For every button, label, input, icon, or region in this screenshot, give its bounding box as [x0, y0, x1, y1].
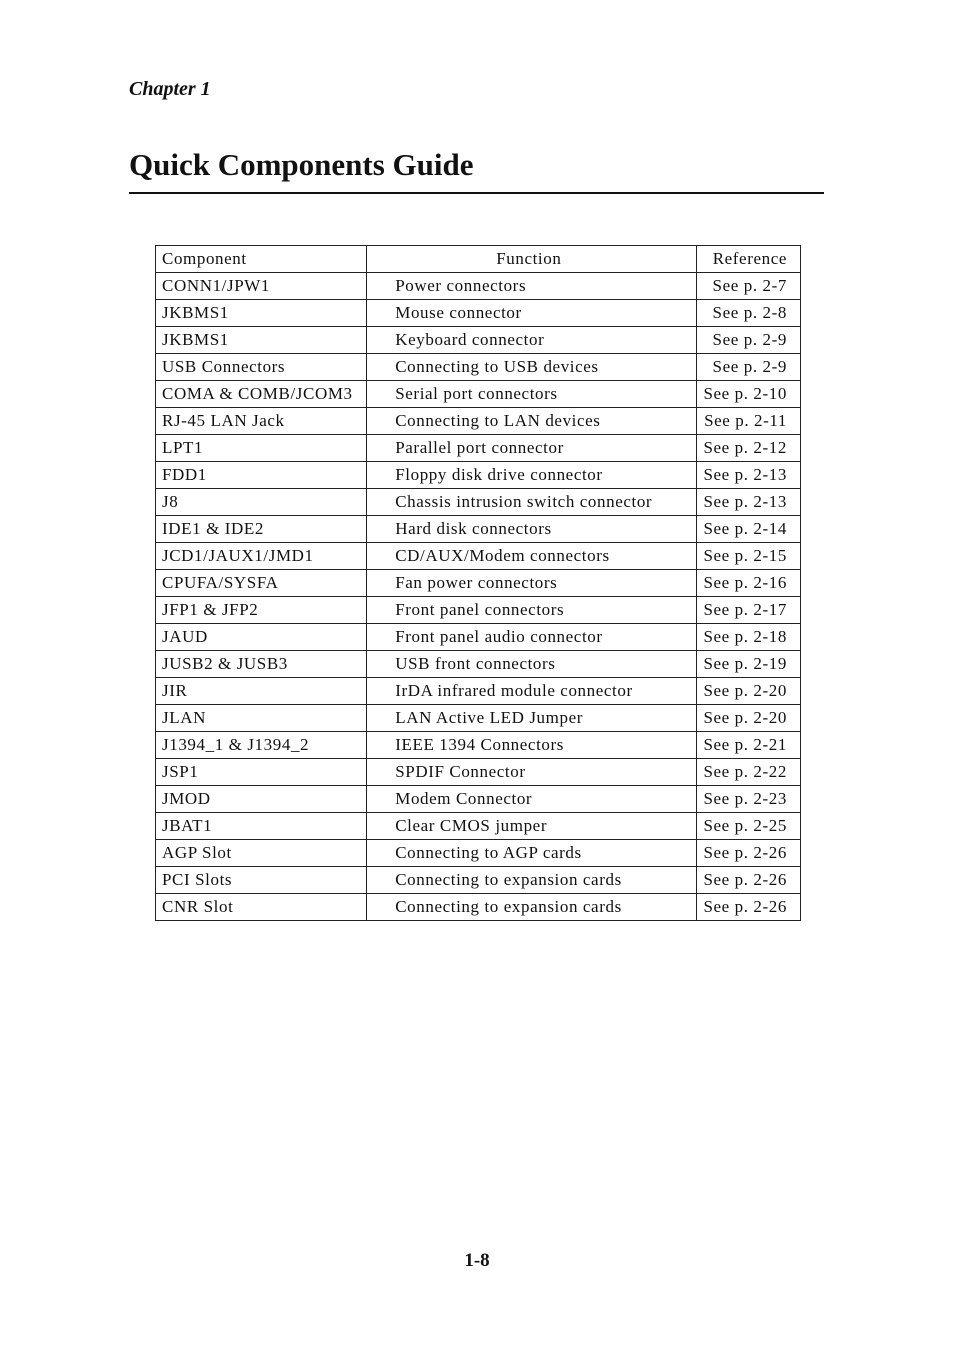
cell-component: CPUFA/SYSFA — [156, 570, 367, 597]
cell-reference: See p. 2-19 — [697, 651, 801, 678]
table-row — [156, 381, 801, 408]
cell-reference: See p. 2-26 — [697, 867, 801, 894]
column-header-function: Function — [367, 246, 697, 273]
header-row — [156, 246, 801, 273]
cell-component: JCD1/JAUX1/JMD1 — [156, 543, 367, 570]
cell-reference: See p. 2-7 — [697, 273, 801, 300]
table-row — [156, 867, 801, 894]
cell-function: Connecting to AGP cards — [367, 840, 697, 867]
table-row — [156, 300, 801, 327]
table-row — [156, 327, 801, 354]
table-row — [156, 624, 801, 651]
cell-component: AGP Slot — [156, 840, 367, 867]
table-row — [156, 462, 801, 489]
cell-reference: See p. 2-21 — [697, 732, 801, 759]
cell-component: JKBMS1 — [156, 327, 367, 354]
table-row — [156, 786, 801, 813]
table-row — [156, 543, 801, 570]
cell-component: JAUD — [156, 624, 367, 651]
cell-reference: See p. 2-26 — [697, 840, 801, 867]
cell-component: JUSB2 & JUSB3 — [156, 651, 367, 678]
page-title: Quick Components Guide — [129, 147, 474, 182]
table-row — [156, 894, 801, 921]
cell-function: Clear CMOS jumper — [367, 813, 697, 840]
cell-reference: See p. 2-22 — [697, 759, 801, 786]
table-row — [156, 408, 801, 435]
cell-component: JKBMS1 — [156, 300, 367, 327]
cell-component: PCI Slots — [156, 867, 367, 894]
cell-function: Floppy disk drive connector — [367, 462, 697, 489]
cell-component: JSP1 — [156, 759, 367, 786]
cell-component: IDE1 & IDE2 — [156, 516, 367, 543]
column-header-component: Component — [156, 246, 367, 273]
cell-function: Front panel connectors — [367, 597, 697, 624]
cell-function: Connecting to USB devices — [367, 354, 697, 381]
cell-component: CONN1/JPW1 — [156, 273, 367, 300]
cell-component: JMOD — [156, 786, 367, 813]
table-row — [156, 678, 801, 705]
cell-component: JLAN — [156, 705, 367, 732]
table-row — [156, 570, 801, 597]
table-row — [156, 759, 801, 786]
cell-component: FDD1 — [156, 462, 367, 489]
table-row — [156, 705, 801, 732]
cell-reference: See p. 2-11 — [697, 408, 801, 435]
table-row — [156, 273, 801, 300]
cell-component: LPT1 — [156, 435, 367, 462]
table-row — [156, 651, 801, 678]
cell-reference: See p. 2-13 — [697, 489, 801, 516]
table-row — [156, 732, 801, 759]
table-row — [156, 813, 801, 840]
cell-reference: See p. 2-26 — [697, 894, 801, 921]
cell-reference: See p. 2-13 — [697, 462, 801, 489]
cell-component: RJ-45 LAN Jack — [156, 408, 367, 435]
cell-function: Hard disk connectors — [367, 516, 697, 543]
cell-reference: See p. 2-14 — [697, 516, 801, 543]
cell-reference: See p. 2-9 — [697, 354, 801, 381]
cell-function: Front panel audio connector — [367, 624, 697, 651]
cell-function: IrDA infrared module connector — [367, 678, 697, 705]
table-row — [156, 597, 801, 624]
cell-function: Modem Connector — [367, 786, 697, 813]
table-row — [156, 489, 801, 516]
cell-function: USB front connectors — [367, 651, 697, 678]
cell-reference: See p. 2-20 — [697, 705, 801, 732]
components-table — [155, 245, 801, 921]
cell-component: JBAT1 — [156, 813, 367, 840]
cell-function: CD/AUX/Modem connectors — [367, 543, 697, 570]
cell-function: Parallel port connector — [367, 435, 697, 462]
cell-function: Keyboard connector — [367, 327, 697, 354]
title-rule — [129, 192, 824, 194]
cell-reference: See p. 2-15 — [697, 543, 801, 570]
cell-function: SPDIF Connector — [367, 759, 697, 786]
cell-reference: See p. 2-20 — [697, 678, 801, 705]
cell-reference: See p. 2-18 — [697, 624, 801, 651]
cell-reference: See p. 2-8 — [697, 300, 801, 327]
table-row — [156, 354, 801, 381]
cell-function: Mouse connector — [367, 300, 697, 327]
cell-reference: See p. 2-9 — [697, 327, 801, 354]
cell-component: JFP1 & JFP2 — [156, 597, 367, 624]
cell-component: JIR — [156, 678, 367, 705]
cell-component: USB Connectors — [156, 354, 367, 381]
page-number: 1-8 — [464, 1250, 490, 1271]
cell-reference: See p. 2-25 — [697, 813, 801, 840]
cell-function: Connecting to LAN devices — [367, 408, 697, 435]
table-row — [156, 840, 801, 867]
cell-reference: See p. 2-12 — [697, 435, 801, 462]
cell-function: IEEE 1394 Connectors — [367, 732, 697, 759]
components-table-body — [156, 273, 801, 921]
cell-reference: See p. 2-23 — [697, 786, 801, 813]
cell-function: Serial port connectors — [367, 381, 697, 408]
cell-function: Connecting to expansion cards — [367, 894, 697, 921]
table-row — [156, 435, 801, 462]
cell-function: Fan power connectors — [367, 570, 697, 597]
cell-function: Connecting to expansion cards — [367, 867, 697, 894]
cell-reference: See p. 2-17 — [697, 597, 801, 624]
components-table-header — [156, 246, 801, 273]
column-header-reference: Reference — [697, 246, 801, 273]
cell-reference: See p. 2-16 — [697, 570, 801, 597]
cell-function: Power connectors — [367, 273, 697, 300]
cell-function: LAN Active LED Jumper — [367, 705, 697, 732]
cell-component: J1394_1 & J1394_2 — [156, 732, 367, 759]
cell-component: J8 — [156, 489, 367, 516]
cell-function: Chassis intrusion switch connector — [367, 489, 697, 516]
table-row — [156, 516, 801, 543]
chapter-label: Chapter 1 — [129, 78, 211, 100]
cell-reference: See p. 2-10 — [697, 381, 801, 408]
cell-component: CNR Slot — [156, 894, 367, 921]
cell-component: COMA & COMB/JCOM3 — [156, 381, 367, 408]
